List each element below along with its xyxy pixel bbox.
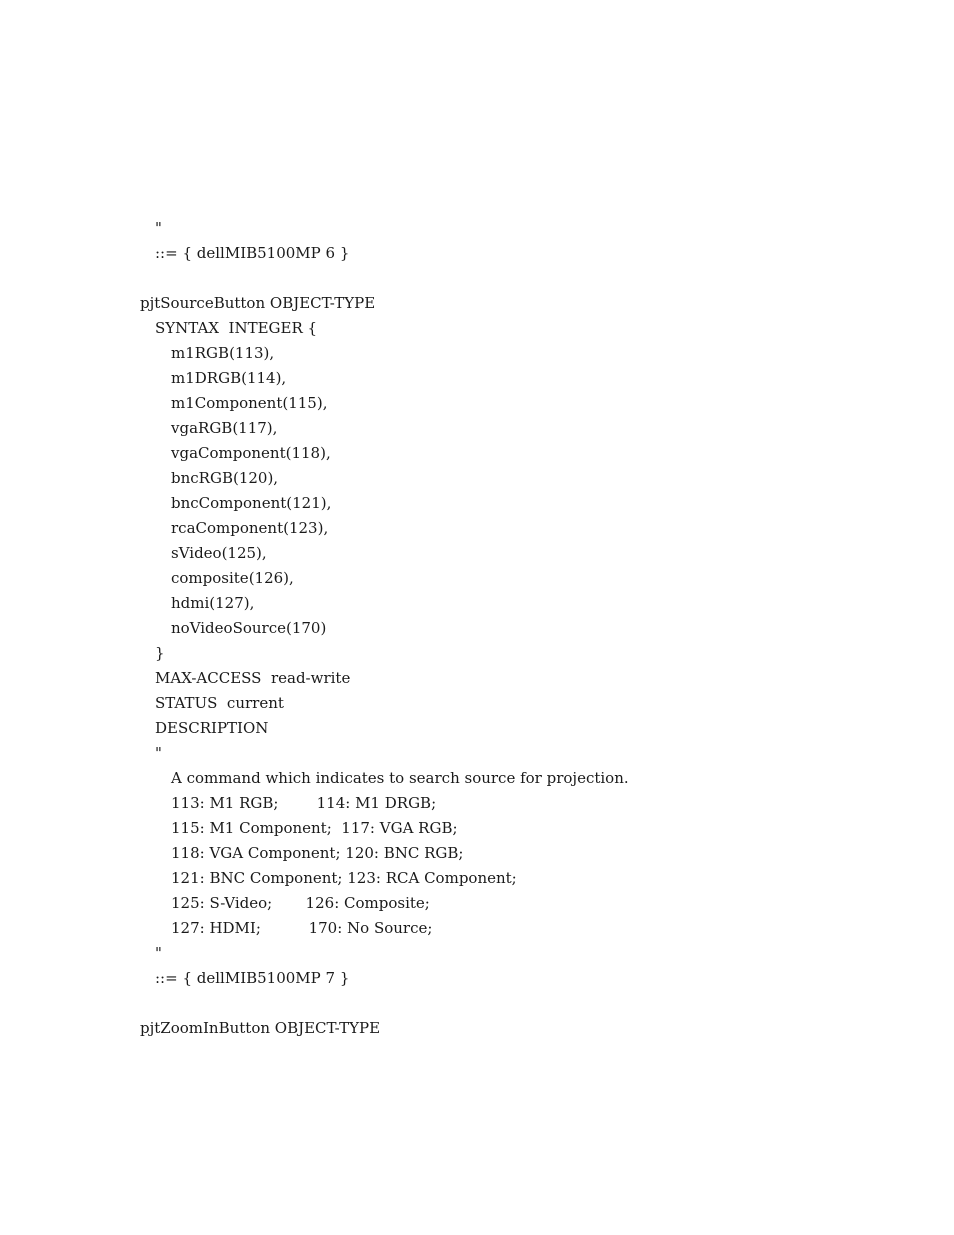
description-line: 118: VGA Component; 120: BNC RGB; <box>171 844 464 862</box>
text-line: " <box>155 744 162 762</box>
blank-line <box>140 266 900 291</box>
enum-entry: vgaComponent(118), <box>171 444 331 462</box>
text-line: " <box>155 219 162 237</box>
object-type-heading: pjtZoomInButton OBJECT-TYPE <box>140 1019 381 1037</box>
enum-entry: m1Component(115), <box>171 394 328 412</box>
text-line: } <box>155 644 165 662</box>
description-line: 125: S-Video; 126: Composite; <box>171 894 430 912</box>
description-line: 127: HDMI; 170: No Source; <box>171 919 433 937</box>
enum-entry: composite(126), <box>171 569 294 587</box>
text-line: DESCRIPTION <box>155 719 269 737</box>
description-line: 113: M1 RGB; 114: M1 DRGB; <box>171 794 437 812</box>
text-line: " <box>155 944 162 962</box>
blank-line <box>140 991 900 1016</box>
mib-definition-text <box>140 216 900 1041</box>
description-line: A command which indicates to search source for projection. <box>171 769 629 787</box>
enum-entry: m1RGB(113), <box>171 344 275 362</box>
enum-entry: rcaComponent(123), <box>171 519 329 537</box>
enum-entry: hdmi(127), <box>171 594 255 612</box>
text-line: ::= { dellMIB5100MP 6 } <box>155 244 350 262</box>
text-line: MAX-ACCESS read-write <box>155 669 351 687</box>
enum-entry: noVideoSource(170) <box>171 619 327 637</box>
enum-entry: sVideo(125), <box>171 544 267 562</box>
description-line: 121: BNC Component; 123: RCA Component; <box>171 869 517 887</box>
text-line: SYNTAX INTEGER { <box>155 319 318 337</box>
object-type-heading: pjtSourceButton OBJECT-TYPE <box>140 294 376 312</box>
text-line: ::= { dellMIB5100MP 7 } <box>155 969 350 987</box>
enum-entry: bncRGB(120), <box>171 469 279 487</box>
enum-entry: m1DRGB(114), <box>171 369 287 387</box>
enum-entry: bncComponent(121), <box>171 494 332 512</box>
enum-entry: vgaRGB(117), <box>171 419 278 437</box>
text-line: STATUS current <box>155 694 284 712</box>
description-line: 115: M1 Component; 117: VGA RGB; <box>171 819 458 837</box>
